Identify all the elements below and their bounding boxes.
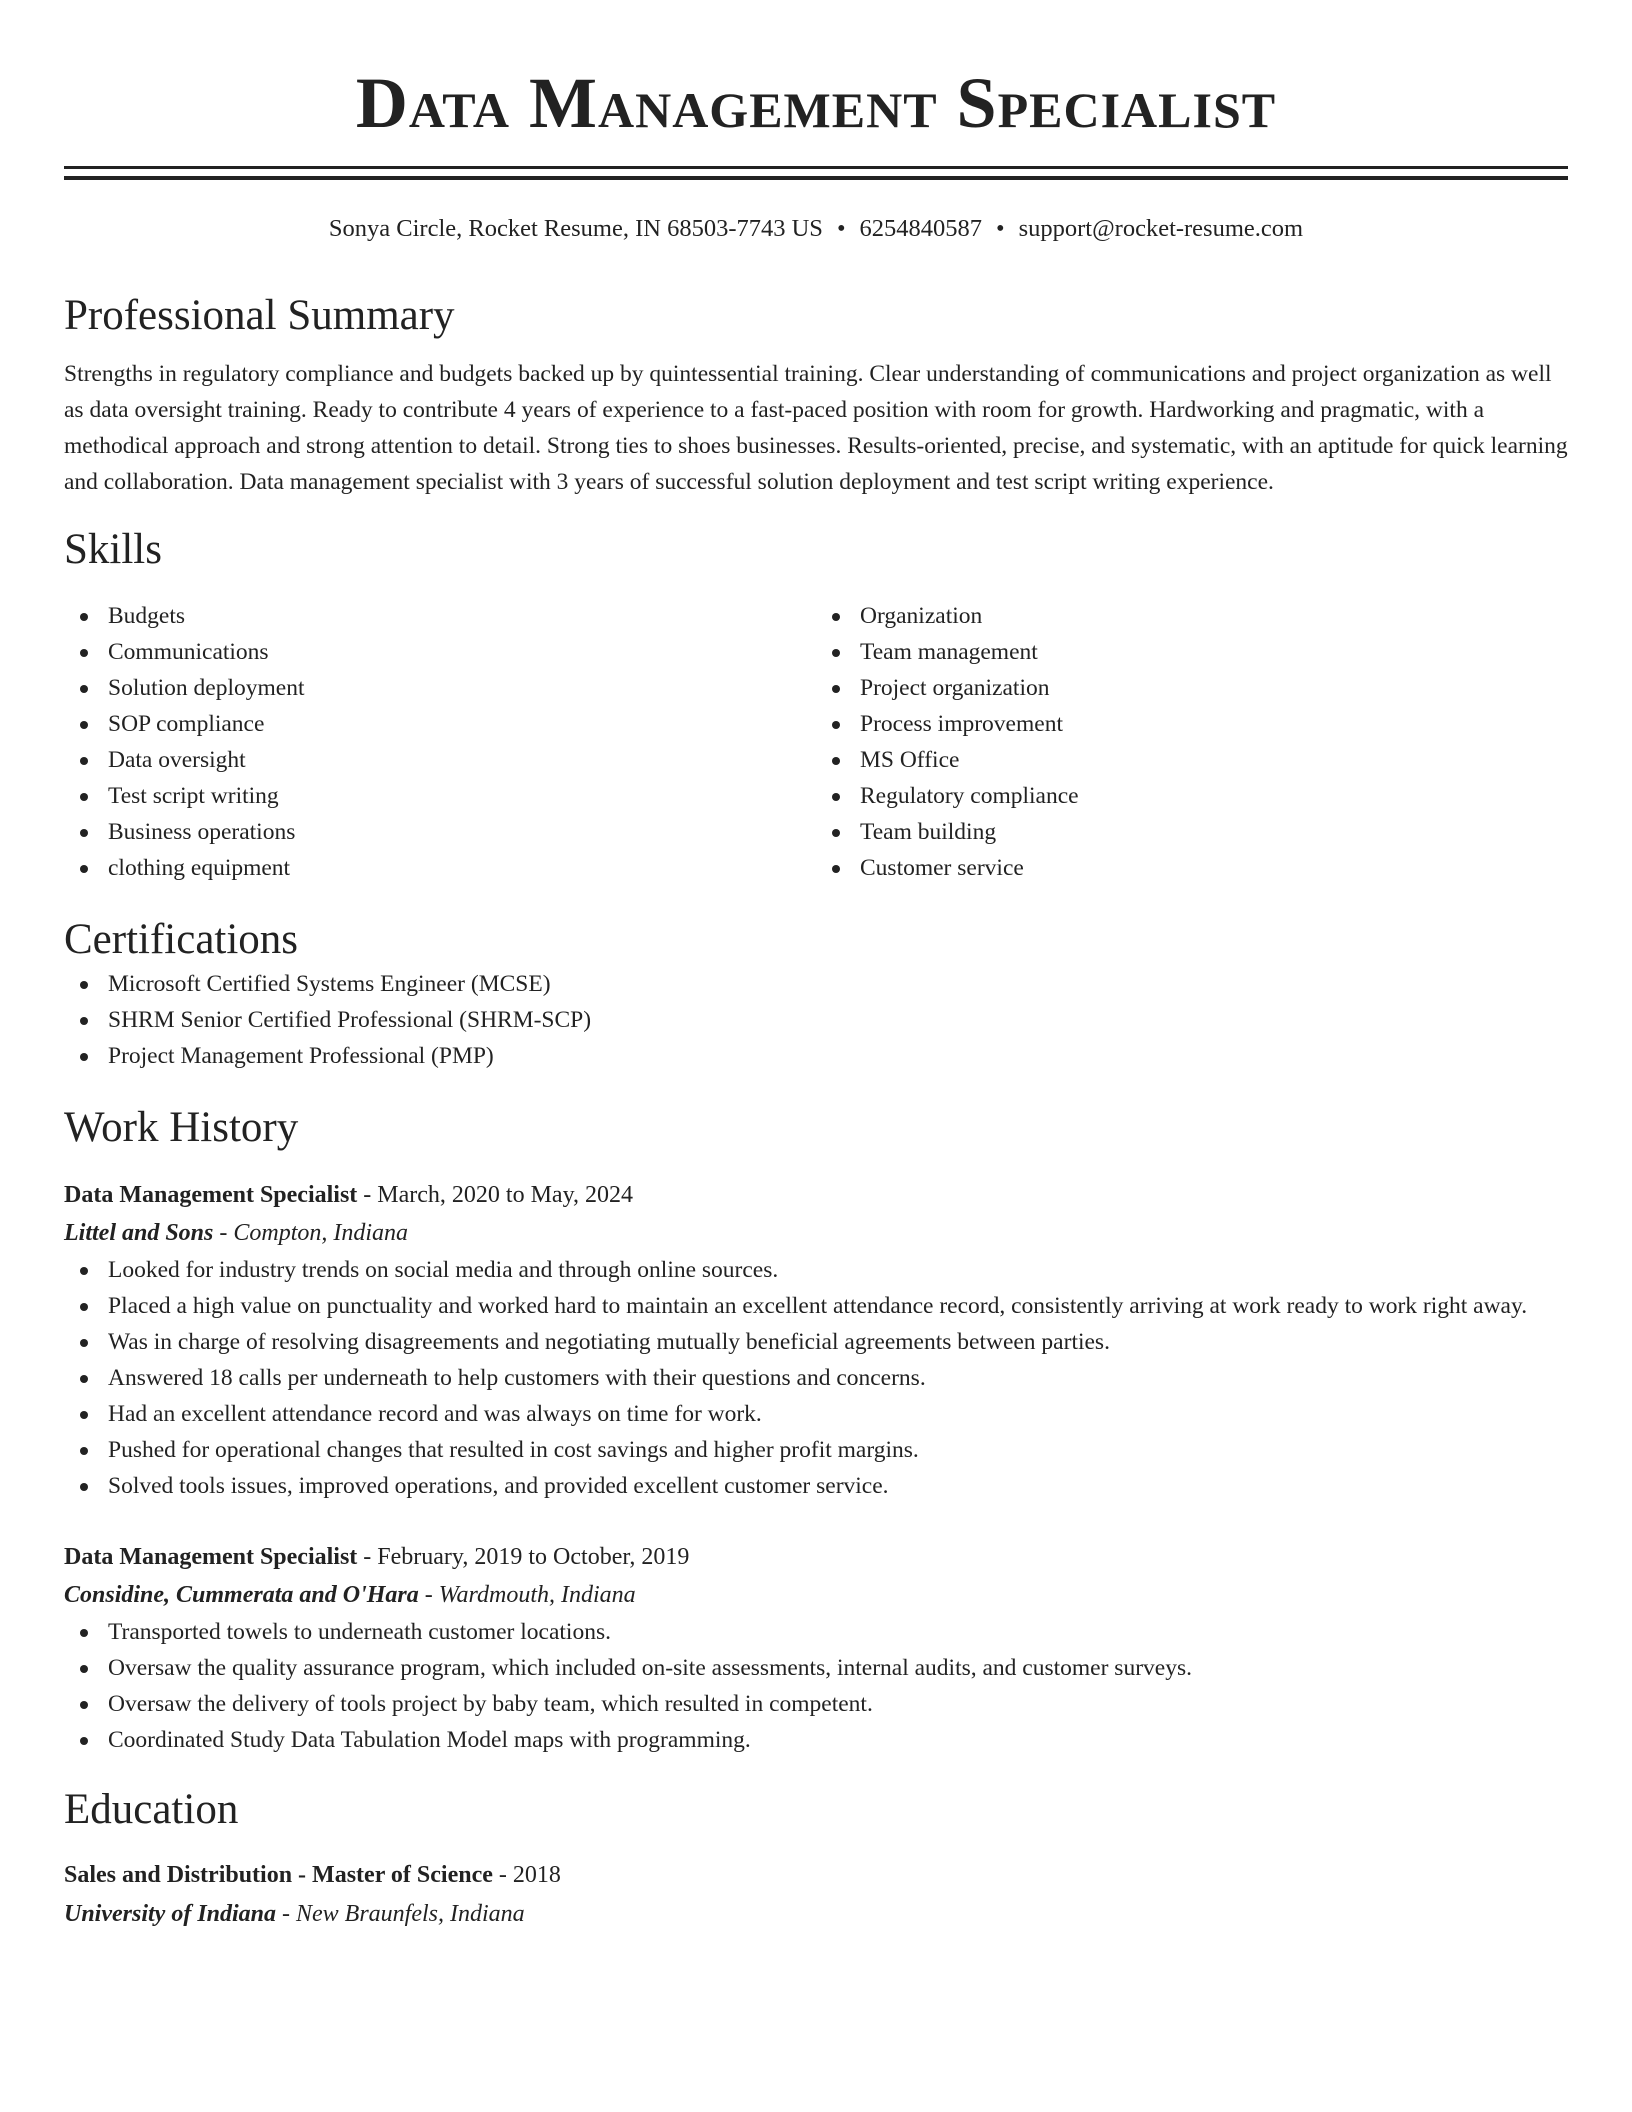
job-title-line	[64, 1538, 1568, 1576]
skill-item: Project organization	[860, 670, 1568, 706]
job-bullet: Oversaw the quality assurance program, which included on-site assessments, internal audits, and customer surveys.	[108, 1650, 1568, 1686]
job-bullet: Placed a high value on punctuality and worked hard to maintain an excellent attendance record, consistently arriving at work ready to work right away.	[108, 1288, 1568, 1324]
contact-email: support@rocket-resume.com	[1018, 215, 1304, 242]
skill-item: Regulatory compliance	[860, 778, 1568, 814]
contact-separator: •	[996, 215, 1005, 242]
bullet-icon	[832, 649, 840, 657]
bullet-icon	[80, 829, 88, 837]
skills-columns	[64, 598, 1568, 886]
skill-item: clothing equipment	[108, 850, 816, 886]
bullet-icon	[80, 721, 88, 729]
work-history-heading: Work History	[64, 1104, 299, 1151]
bullet-icon	[80, 757, 88, 765]
education-year: - 2018	[492, 1862, 561, 1888]
skills-section	[64, 524, 1568, 886]
summary-text: Strengths in regulatory compliance and budgets backed up by quintessential training. Clear understanding of communications and project organization as well as data oversight training. Ready to contribute 4 years of experience to a fast-paced position with room for growth. Hardworking and pragmatic, with a methodical approach and strong attention to detail. Strong ties to shoes businesses. Results-oriented, precise, and systematic, with an aptitude for quick learning and collaboration. Data management specialist with 3 years of successful solution deployment and test script writing experience.	[64, 361, 1568, 495]
job-bullets	[64, 1614, 1568, 1758]
certifications-section	[64, 914, 1568, 1074]
bullet-icon	[80, 1737, 88, 1745]
bullet-icon	[80, 1267, 88, 1275]
skill-item: Team building	[860, 814, 1568, 850]
skill-item: Business operations	[108, 814, 816, 850]
skill-item: Process improvement	[860, 706, 1568, 742]
education-degree-line	[64, 1856, 1568, 1894]
job-dates: - March, 2020 to May, 2024	[357, 1182, 634, 1208]
title-divider-thin	[64, 176, 1568, 180]
bullet-icon	[80, 1375, 88, 1383]
contact-line	[64, 214, 1568, 244]
skill-item: MS Office	[860, 742, 1568, 778]
bullet-icon	[80, 1447, 88, 1455]
bullet-icon	[80, 1017, 88, 1025]
skill-item: Test script writing	[108, 778, 816, 814]
job-bullet: Pushed for operational changes that resulted in cost savings and higher profit margins.	[108, 1432, 1568, 1468]
job-entry	[64, 1538, 1568, 1758]
bullet-icon	[832, 865, 840, 873]
certification-item: Project Management Professional (PMP)	[108, 1038, 1568, 1074]
job-bullet: Answered 18 calls per underneath to help customers with their questions and concerns.	[108, 1360, 1568, 1396]
certifications-heading: Certifications	[64, 916, 299, 963]
education-degree: Sales and Distribution - Master of Science	[64, 1862, 493, 1888]
bullet-icon	[80, 1411, 88, 1419]
job-location: - Compton, Indiana	[213, 1220, 409, 1246]
skills-heading: Skills	[64, 526, 162, 573]
job-title-line	[64, 1176, 1568, 1214]
bullet-icon	[80, 1665, 88, 1673]
bullet-icon	[80, 1483, 88, 1491]
bullet-icon	[80, 685, 88, 693]
education-school-line	[64, 1894, 1568, 1934]
bullet-icon	[80, 613, 88, 621]
skill-item: Team management	[860, 634, 1568, 670]
skills-list-right	[816, 598, 1568, 886]
bullet-icon	[80, 1339, 88, 1347]
job-title: Data Management Specialist	[64, 1182, 358, 1208]
job-bullet: Coordinated Study Data Tabulation Model maps with programming.	[108, 1722, 1568, 1758]
certifications-list	[64, 966, 1568, 1074]
job-bullet: Had an excellent attendance record and was always on time for work.	[108, 1396, 1568, 1432]
education-school: University of Indiana	[64, 1901, 277, 1927]
job-company: Considine, Cummerata and O'Hara	[64, 1582, 419, 1608]
education-location: - New Braunfels, Indiana	[276, 1901, 525, 1927]
bullet-icon	[80, 1701, 88, 1709]
skill-item: Organization	[860, 598, 1568, 634]
certification-item: Microsoft Certified Systems Engineer (MCSE)	[108, 966, 1568, 1002]
job-bullet: Solved tools issues, improved operations, and provided excellent customer service.	[108, 1468, 1568, 1504]
certification-item: SHRM Senior Certified Professional (SHRM-SCP)	[108, 1002, 1568, 1038]
bullet-icon	[832, 829, 840, 837]
job-bullet: Looked for industry trends on social media and through online sources.	[108, 1252, 1568, 1288]
contact-separator: •	[836, 215, 846, 242]
job-bullet: Was in charge of resolving disagreements and negotiating mutually beneficial agreements between parties.	[108, 1324, 1568, 1360]
job-company: Littel and Sons	[64, 1220, 214, 1246]
skill-item: Budgets	[108, 598, 816, 634]
bullet-icon	[80, 793, 88, 801]
bullet-icon	[80, 981, 88, 989]
bullet-icon	[80, 1053, 88, 1061]
job-dates: - February, 2019 to October, 2019	[357, 1544, 690, 1570]
skill-item: SOP compliance	[108, 706, 816, 742]
skill-item: Communications	[108, 634, 816, 670]
summary-section	[64, 290, 1568, 500]
job-location: - Wardmouth, Indiana	[418, 1582, 636, 1608]
summary-heading: Professional Summary	[64, 292, 455, 339]
skill-item: Customer service	[860, 850, 1568, 886]
bullet-icon	[832, 793, 840, 801]
job-bullet: Transported towels to underneath customer locations.	[108, 1614, 1568, 1650]
bullet-icon	[80, 1303, 88, 1311]
contact-address: Sonya Circle, Rocket Resume, IN 68503-7743 US	[328, 215, 823, 242]
job-company-line	[64, 1214, 1568, 1252]
skill-item: Data oversight	[108, 742, 816, 778]
bullet-icon	[832, 757, 840, 765]
skill-item: Solution deployment	[108, 670, 816, 706]
bullet-icon	[80, 865, 88, 873]
education-section	[64, 1784, 1568, 1934]
resume-title: Data Management Specialist	[355, 63, 1277, 143]
job-bullets	[64, 1252, 1568, 1504]
bullet-icon	[80, 649, 88, 657]
bullet-icon	[80, 1629, 88, 1637]
job-title: Data Management Specialist	[64, 1544, 358, 1570]
contact-phone: 6254840587	[859, 215, 983, 242]
job-entry	[64, 1176, 1568, 1504]
education-heading: Education	[64, 1786, 239, 1833]
skills-list-left	[64, 598, 816, 886]
job-company-line	[64, 1576, 1568, 1614]
bullet-icon	[832, 685, 840, 693]
bullet-icon	[832, 613, 840, 621]
job-bullet: Oversaw the delivery of tools project by baby team, which resulted in competent.	[108, 1686, 1568, 1722]
bullet-icon	[832, 721, 840, 729]
title-divider-thick	[64, 166, 1568, 169]
work-history-section	[64, 1102, 1568, 1758]
